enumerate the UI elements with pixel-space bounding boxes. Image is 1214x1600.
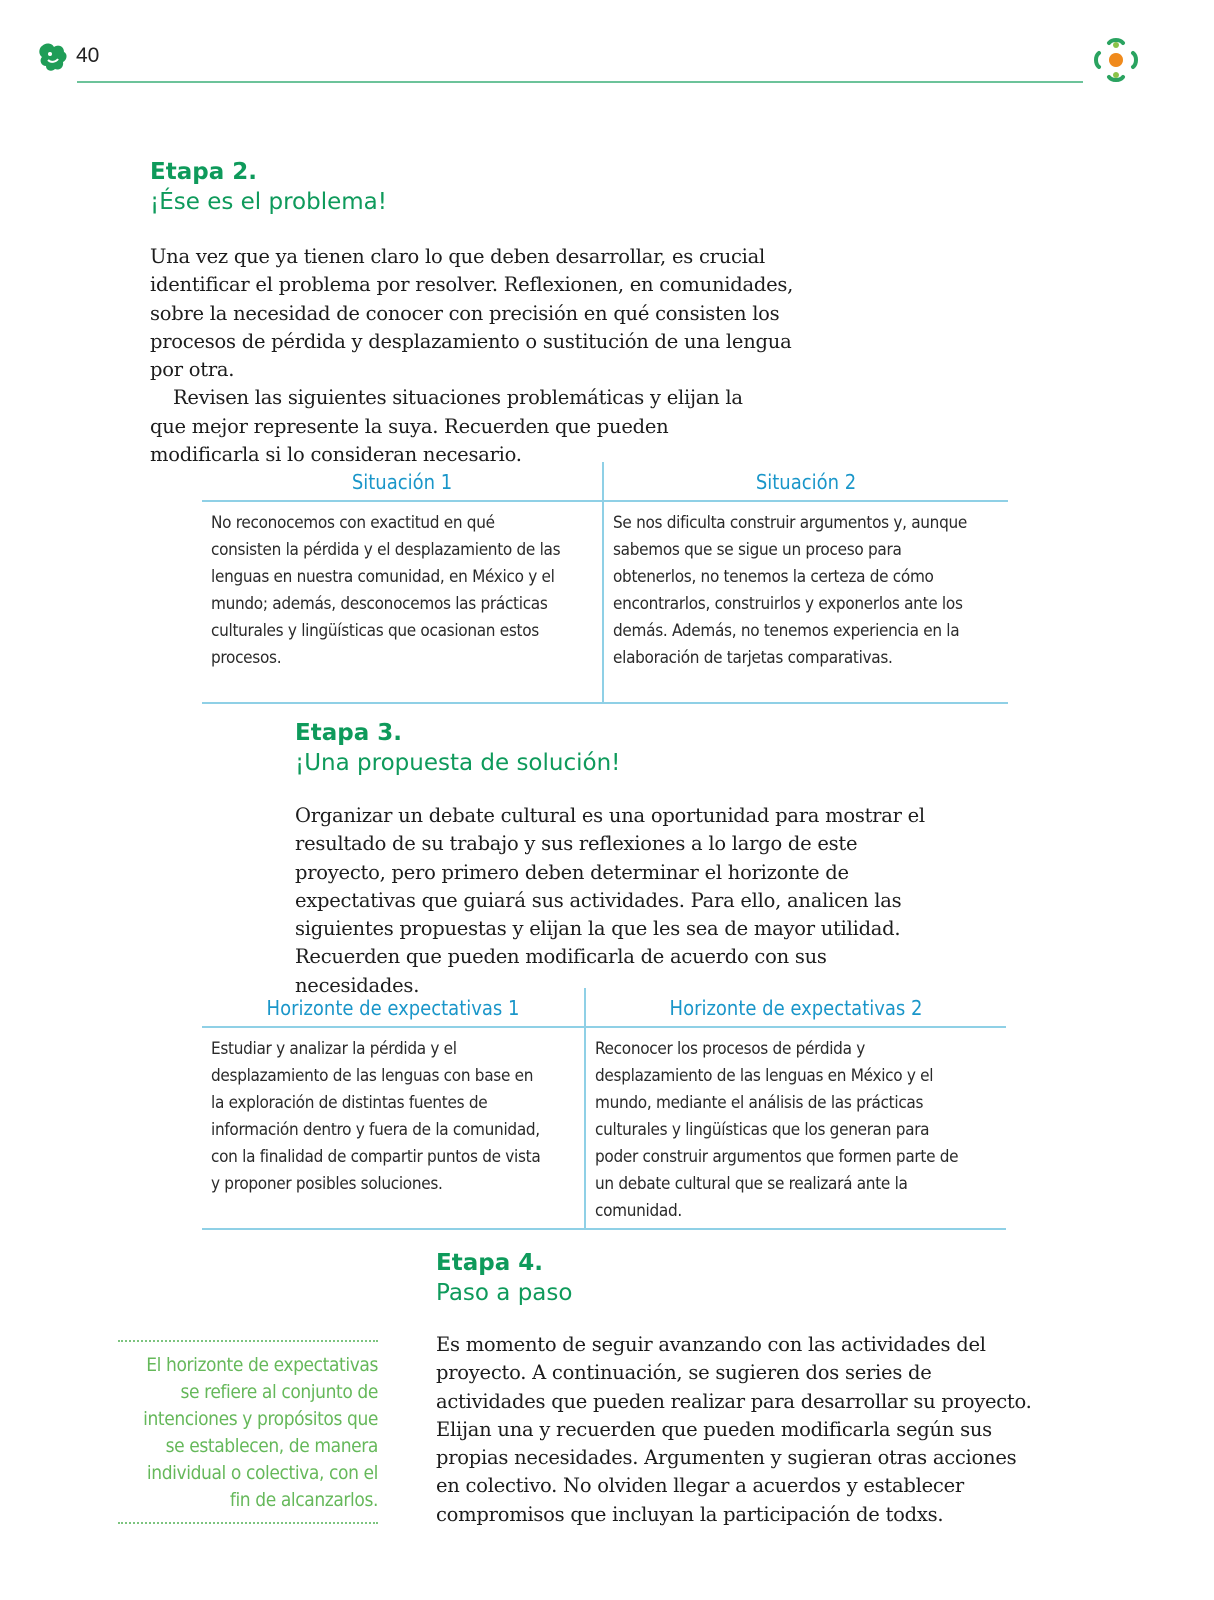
horizonte-2-header: Horizonte de expectativas 2: [669, 996, 923, 1020]
etapa3-paragraph: Organizar un debate cultural es una oportunidad para mostrar el resultado de su trabajo y sus reflexiones a lo largo de este proyecto, pero primero deben determinar el horizonte de expectativas que guiará sus actividades. Para ello, analicen las siguientes propuestas y elijan la que les sea de mayor utilidad. Recuerden que pueden modificarla de acuerdo con sus necesidades.: [295, 804, 925, 997]
etapa3-subtitle: ¡Una propuesta de solución!: [295, 750, 621, 776]
horizonte-1-header: Horizonte de expectativas 1: [266, 996, 520, 1020]
etapa2-paragraph-2: Revisen las siguientes situaciones problemáticas y elijan la que mejor represente la suya. Recuerden que pueden modificarla si lo consideran necesario.: [150, 386, 743, 467]
horizonte-2-text: Reconocer los procesos de pérdida y desplazamiento de las lenguas en México y el mundo, mediante el análisis de las prácticas culturales y lingüísticas que los generan para poder construir argumentos que formen parte de un debate cultural que se realizará ante la comunidad.: [595, 1039, 959, 1221]
header-rule: [77, 81, 1083, 83]
etapa3-title: Etapa 3.: [295, 720, 402, 746]
situaciones-divider: [602, 462, 604, 702]
situacion-2-column: [604, 462, 1008, 672]
side-note-bottom-rule: [118, 1522, 378, 1524]
horizonte-1-column: [202, 988, 584, 1198]
page-number: 40: [76, 44, 100, 67]
situaciones-table: [202, 462, 1008, 706]
horizonte-2-column: [586, 988, 1006, 1225]
etapa2-title: Etapa 2.: [150, 159, 257, 185]
horizontes-divider: [584, 988, 586, 1228]
situacion-1-text: No reconocemos con exactitud en qué consisten la pérdida y el desplazamiento de las lenguas en nuestra comunidad, en México y el mundo; además, desconocemos las prácticas culturales y lingüísticas que ocasionan estos procesos.: [211, 513, 561, 668]
situaciones-header-rule: [202, 500, 1008, 502]
situacion-1-header: Situación 1: [351, 470, 453, 494]
horizontes-header-rule: [202, 1026, 1006, 1028]
horizontes-table: [202, 988, 1006, 1232]
side-note-text: El horizonte de expectativas se refiere al conjunto de intenciones y propósitos que se establecen, de manera individual o colectiva, con el fin de alcanzarlos.: [143, 1354, 378, 1511]
situacion-1-column: [202, 462, 602, 672]
situacion-2-text: Se nos dificulta construir argumentos y, aunque sabemos que se sigue un proceso para obtenerlos, no tenemos la certeza de cómo encontrarlos, construirlos y exponerlos ante los demás. Además, no tenemos experiencia en la elaboración de tarjetas comparativas.: [613, 513, 967, 668]
etapa4-subtitle: Paso a paso: [436, 1280, 573, 1306]
etapa2-paragraph-1: Una vez que ya tienen claro lo que deben desarrollar, es crucial identificar el problema por resolver. Reflexionen, en comunidades, sobre la necesidad de conocer con precisión en qué consisten los procesos de pérdida y desplazamiento o sustitución de una lengua por otra.: [150, 245, 794, 382]
situacion-2-header: Situación 2: [755, 470, 857, 494]
community-circle-logo-icon: [1090, 34, 1142, 86]
horizonte-1-text: Estudiar y analizar la pérdida y el desplazamiento de las lenguas con base en la exploración de distintas fuentes de información dentro y fuera de la comunidad, con la finalidad de compartir puntos de vista y proponer posibles soluciones.: [211, 1039, 541, 1194]
green-figure-logo-icon: [36, 40, 70, 74]
etapa4-paragraph: Es momento de seguir avanzando con las actividades del proyecto. A continuación, se sugieren dos series de actividades que pueden realizar para desarrollar su proyecto. Elijan una y recuerden que pueden modificarla según sus propias necesidades. Argumenten y sugieran otras acciones en colectivo. No olviden llegar a acuerdos y establecer compromisos que incluyan la participación de todxs.: [436, 1333, 1032, 1526]
side-note-top-rule: [118, 1340, 378, 1342]
etapa2-subtitle: ¡Ése es el problema!: [150, 189, 387, 215]
horizontes-bottom-rule: [202, 1228, 1006, 1230]
situaciones-bottom-rule: [202, 702, 1008, 704]
etapa4-title: Etapa 4.: [436, 1250, 543, 1276]
